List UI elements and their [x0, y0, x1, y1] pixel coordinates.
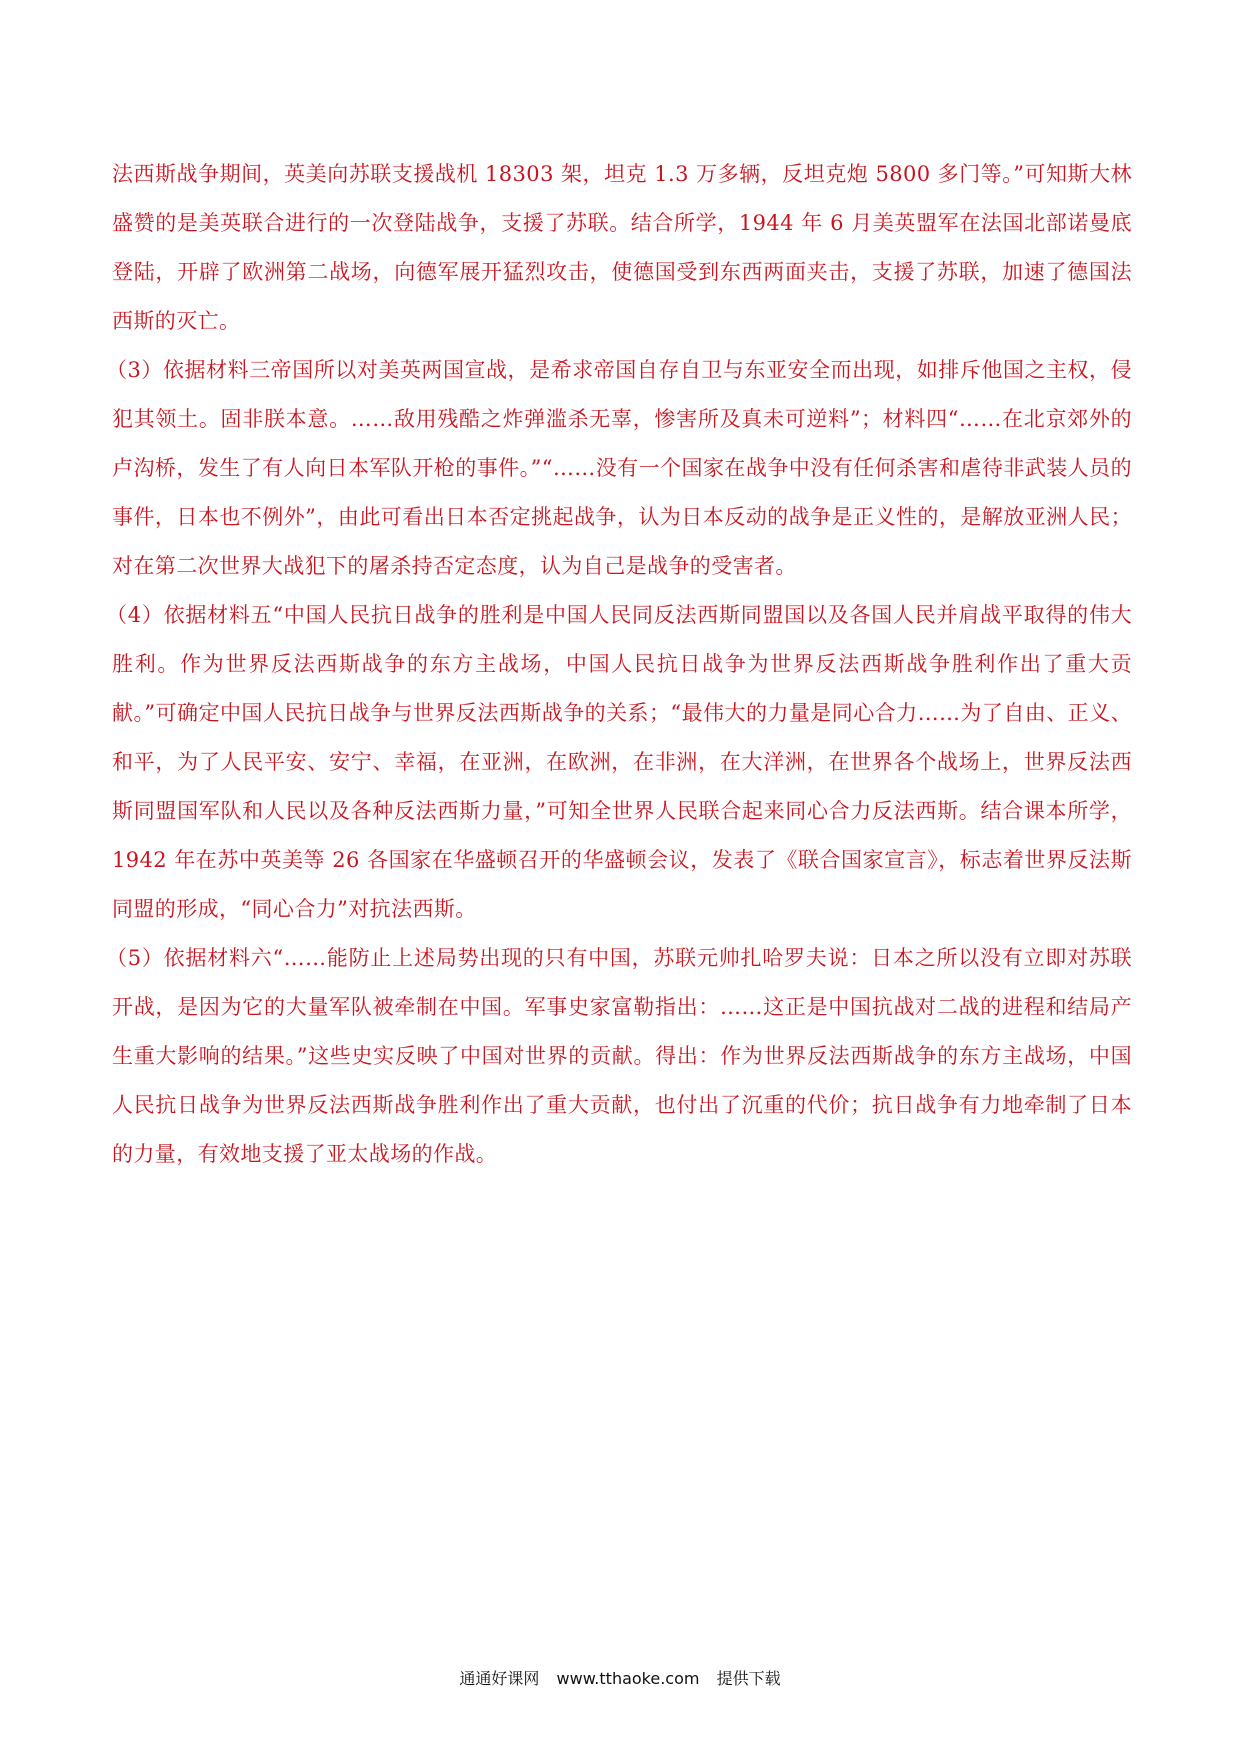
paragraph-answer-3: （3）依据材料三帝国所以对美英两国宣战，是希求帝国自存自卫与东亚安全而出现，如排斥他国之主权，侵犯其领土。固非朕本意。……敌用残酷之炸弹滥杀无辜，惨害所及真未可逆料”；材料四“……在北京郊外的卢沟桥，发生了有人向日本军队开枪的事件。”“……没有一个国家在战争中没有任何杀害和虐待非武装人员的事件，日本也不例外”，由此可看出日本否定挑起战争，认为日本反动的战争是正义性的，是解放亚洲人民；对在第二次世界大战犯下的屠杀持否定态度，认为自己是战争的受害者。 [106, 358, 1132, 578]
footer-url[interactable]: www.tthaoke.com [556, 1669, 700, 1688]
paragraph-2-continuation: 法西斯战争期间，英美向苏联支援战机 18303 架，坦克 1.3 万多辆，反坦克炮 5800 多门等。”可知斯大林盛赞的是美英联合进行的一次登陆战争，支援了苏联。结合所学，1944 年 6 月美英盟军在法国北部诺曼底登陆，开辟了欧洲第二战场，向德军展开猛烈攻击，使德国受到东西两面夹击，支援了苏联，加速了德国法西斯的灭亡。 [112, 162, 1132, 333]
footer-suffix: 提供下载 [716, 1669, 781, 1688]
footer-site-name: 通通好课网 [459, 1669, 540, 1688]
answer-text-body [106, 150, 1132, 1179]
page-footer [0, 1666, 1240, 1689]
paragraph-answer-4: （4）依据材料五“中国人民抗日战争的胜利是中国人民同反法西斯同盟国以及各国人民并肩战平取得的伟大胜利。作为世界反法西斯战争的东方主战场，中国人民抗日战争为世界反法西斯战争胜利作出了重大贡献。”可确定中国人民抗日战争与世界反法西斯战争的关系；“最伟大的力量是同心合力……为了自由、正义、和平，为了人民平安、安宁、幸福，在亚洲，在欧洲，在非洲，在大洋洲，在世界各个战场上，世界反法西斯同盟国军队和人民以及各种反法西斯力量，”可知全世界人民联合起来同心合力反法西斯。结合课本所学，1942 年在苏中英美等 26 各国家在华盛顿召开的华盛顿会议，发表了《联合国家宣言》，标志着世界反法斯同盟的形成，“同心合力”对抗法西斯。 [106, 603, 1132, 921]
paragraph-answer-5: （5）依据材料六“……能防止上述局势出现的只有中国，苏联元帅扎哈罗夫说：日本之所以没有立即对苏联开战，是因为它的大量军队被牵制在中国。军事史家富勒指出：……这正是中国抗战对二战的进程和结局产生重大影响的结果。”这些史实反映了中国对世界的贡献。得出：作为世界反法西斯战争的东方主战场，中国人民抗日战争为世界反法西斯战争胜利作出了重大贡献，也付出了沉重的代价；抗日战争有力地牵制了日本的力量，有效地支援了亚太战场的作战。 [106, 946, 1132, 1166]
